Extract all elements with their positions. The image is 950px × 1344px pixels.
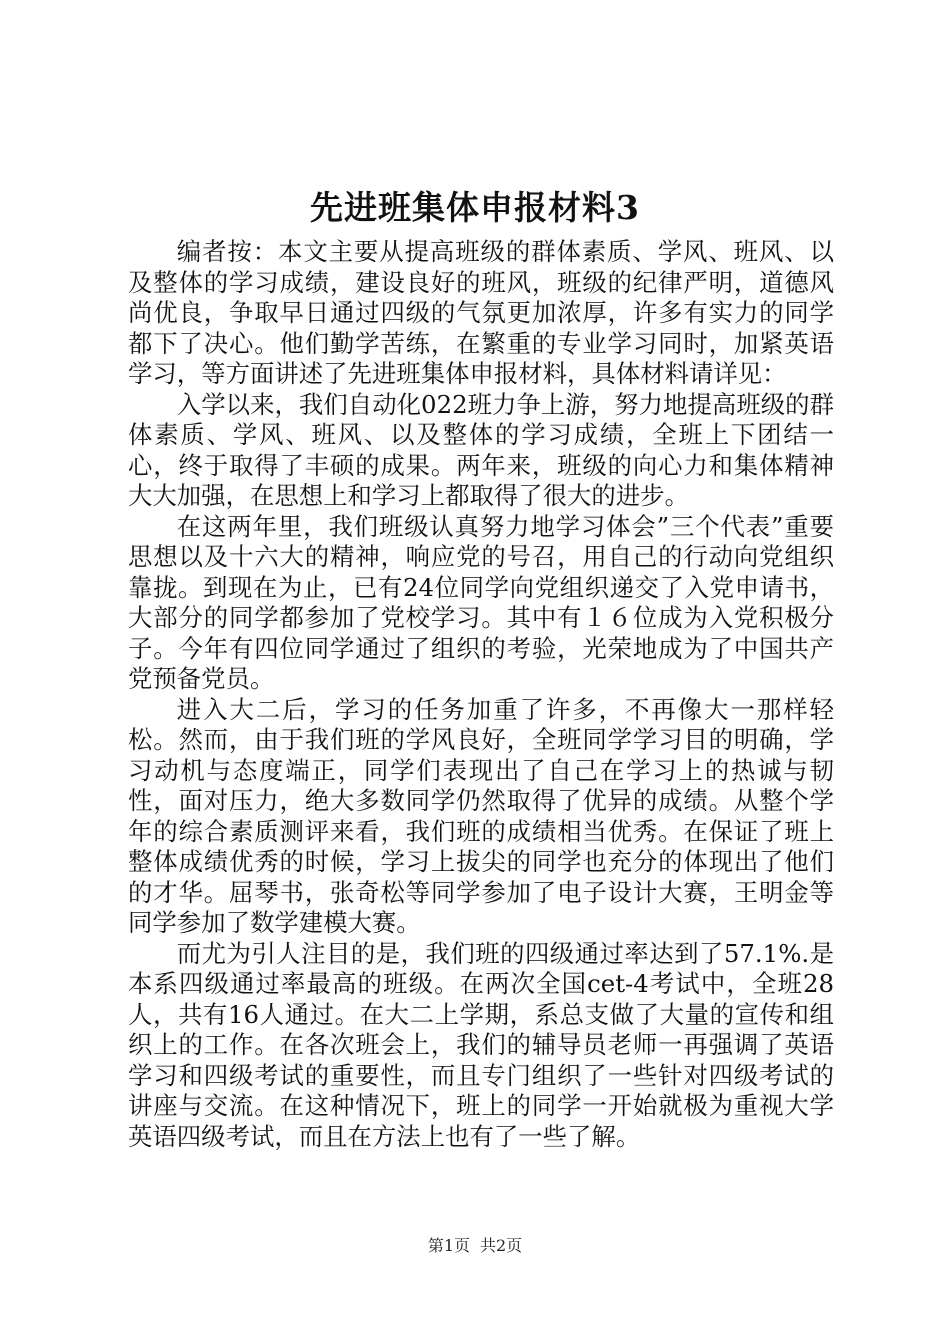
page-number: 第1页	[427, 1236, 470, 1255]
paragraph-cet4: 而尤为引人注目的是，我们班的四级通过率达到了57.1%.是本系四级通过率最高的班级。在两次全国cet-4考试中，全班28人，共有16人通过。在大二上学期，系总支做了大量的宣传和组织上的工作。在各次班会上，我们的辅导员老师一再强调了英语学习和四级考试的重要性，而且专门组织了一些针对四级考试的讲座与交流。在这种情况下，班上的同学一开始就极为重视大学英语四级考试，而且在方法上也有了一些了解。	[128, 938, 834, 1151]
paragraph-study: 进入大二后，学习的任务加重了许多，不再像大一那样轻松。然而，由于我们班的学风良好，全班同学学习目的明确，学习动机与态度端正，同学们表现出了自己在学习上的热诚与韧性，面对压力，绝大多数同学仍然取得了优异的成绩。从整个学年的综合素质测评来看，我们班的成绩相当优秀。在保证了班上整体成绩优秀的时候，学习上拔尖的同学也充分的体现出了他们的才华。屈琴书，张奇松等同学参加了电子设计大赛，王明金等同学参加了数学建模大赛。	[128, 694, 834, 937]
paragraph-intro: 入学以来，我们自动化022班力争上游，努力地提高班级的群体素质、学风、班风、以及整体的学习成绩，全班上下团结一心，终于取得了丰硕的成果。两年来，班级的向心力和集体精神大大加强，在思想上和学习上都取得了很大的进步。	[128, 389, 834, 510]
page-total: 共2页	[480, 1236, 523, 1255]
paragraph-editor-note: 编者按：本文主要从提高班级的群体素质、学风、班风、以及整体的学习成绩，建设良好的班风，班级的纪律严明，道德风尚优良，争取早日通过四级的气氛更加浓厚，许多有实力的同学都下了决心。他们勤学苦练，在繁重的专业学习同时，加紧英语学习，等方面讲述了先进班集体申报材料，具体材料请详见：	[128, 237, 834, 388]
document-title: 先进班集体申报材料3	[310, 188, 640, 227]
document-body	[128, 237, 834, 1152]
paragraph-party: 在这两年里，我们班级认真努力地学习体会”三个代表”重要思想以及十六大的精神，响应党的号召，用自己的行动向党组织靠拢。到现在为止，已有24位同学向党组织递交了入党申请书，大部分的同学都参加了党校学习。其中有１６位成为入党积极分子。今年有四位同学通过了组织的考验，光荣地成为了中国共产党预备党员。	[128, 511, 834, 693]
page-footer	[0, 1236, 950, 1256]
